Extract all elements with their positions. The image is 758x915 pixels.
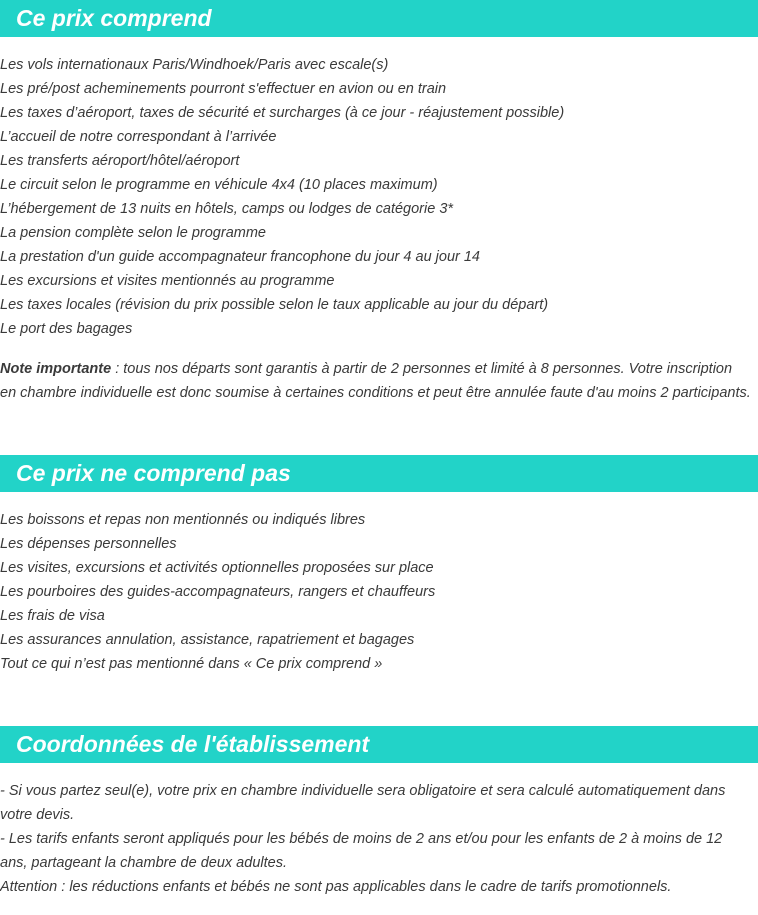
section-title-includes: Ce prix comprend	[16, 5, 212, 31]
excludes-item: Tout ce qui n’est pas mentionné dans « Ce prix comprend »	[0, 656, 383, 672]
includes-item: Les vols internationaux Paris/Windhoek/Paris avec escale(s)	[0, 57, 389, 73]
section-header-excludes	[0, 455, 758, 492]
important-note	[0, 357, 752, 405]
includes-item: Les pré/post acheminements pourront s'effectuer en avion ou en train	[0, 81, 447, 97]
includes-item: La prestation d'un guide accompagnateur francophone du jour 4 au jour 14	[0, 249, 481, 265]
includes-item: Les transferts aéroport/hôtel/aéroport	[0, 153, 240, 169]
includes-item: Le port des bagages	[0, 321, 133, 337]
includes-item: L’accueil de notre correspondant à l’arrivée	[0, 129, 277, 145]
includes-item: Les taxes d’aéroport, taxes de sécurité et surcharges (à ce jour - réajustement possible)	[0, 105, 565, 121]
includes-item: L’hébergement de 13 nuits en hôtels, camps ou lodges de catégorie 3*	[0, 201, 454, 217]
includes-item: Les taxes locales (révision du prix possible selon le taux applicable au jour du départ)	[0, 297, 549, 313]
contact-line-single-room: - Si vous partez seul(e), votre prix en chambre individuelle sera obligatoire et sera calculé automatiquement dans votre devis.	[0, 783, 726, 823]
includes-item: La pension complète selon le programme	[0, 225, 266, 241]
excludes-item: Les boissons et repas non mentionnés ou indiqués libres	[0, 512, 366, 528]
important-note-label: Note importante	[0, 361, 112, 377]
excludes-item: Les assurances annulation, assistance, rapatriement et bagages	[0, 632, 415, 648]
includes-item: Les excursions et visites mentionnés au programme	[0, 273, 335, 289]
excludes-item: Les dépenses personnelles	[0, 536, 177, 552]
section-header-includes	[0, 0, 758, 37]
section-header-contact	[0, 726, 758, 763]
excludes-item: Les visites, excursions et activités optionnelles proposées sur place	[0, 560, 434, 576]
excludes-item: Les frais de visa	[0, 608, 105, 624]
important-note-text: : tous nos départs sont garantis à partir de 2 personnes et limité à 8 personnes. Votre inscription en chambre individuelle est donc soumise à certaines conditions et peut être annulée faute d'au moins 2 participants.	[0, 361, 751, 401]
excludes-item: Les pourboires des guides-accompagnateurs, rangers et chauffeurs	[0, 584, 436, 600]
contact-line-attention: Attention : les réductions enfants et bébés ne sont pas applicables dans le cadre de tarifs promotionnels.	[0, 879, 672, 895]
section-title-contact: Coordonnées de l'établissement	[16, 731, 370, 757]
section-title-excludes: Ce prix ne comprend pas	[16, 460, 291, 486]
contact-line-children-rates: - Les tarifs enfants seront appliqués pour les bébés de moins de 2 ans et/ou pour les enfants de 2 à moins de 12 ans, partageant la chambre de deux adultes.	[0, 831, 723, 871]
excludes-list	[0, 508, 758, 676]
includes-list	[0, 53, 758, 341]
includes-item: Le circuit selon le programme en véhicule 4x4 (10 places maximum)	[0, 177, 438, 193]
